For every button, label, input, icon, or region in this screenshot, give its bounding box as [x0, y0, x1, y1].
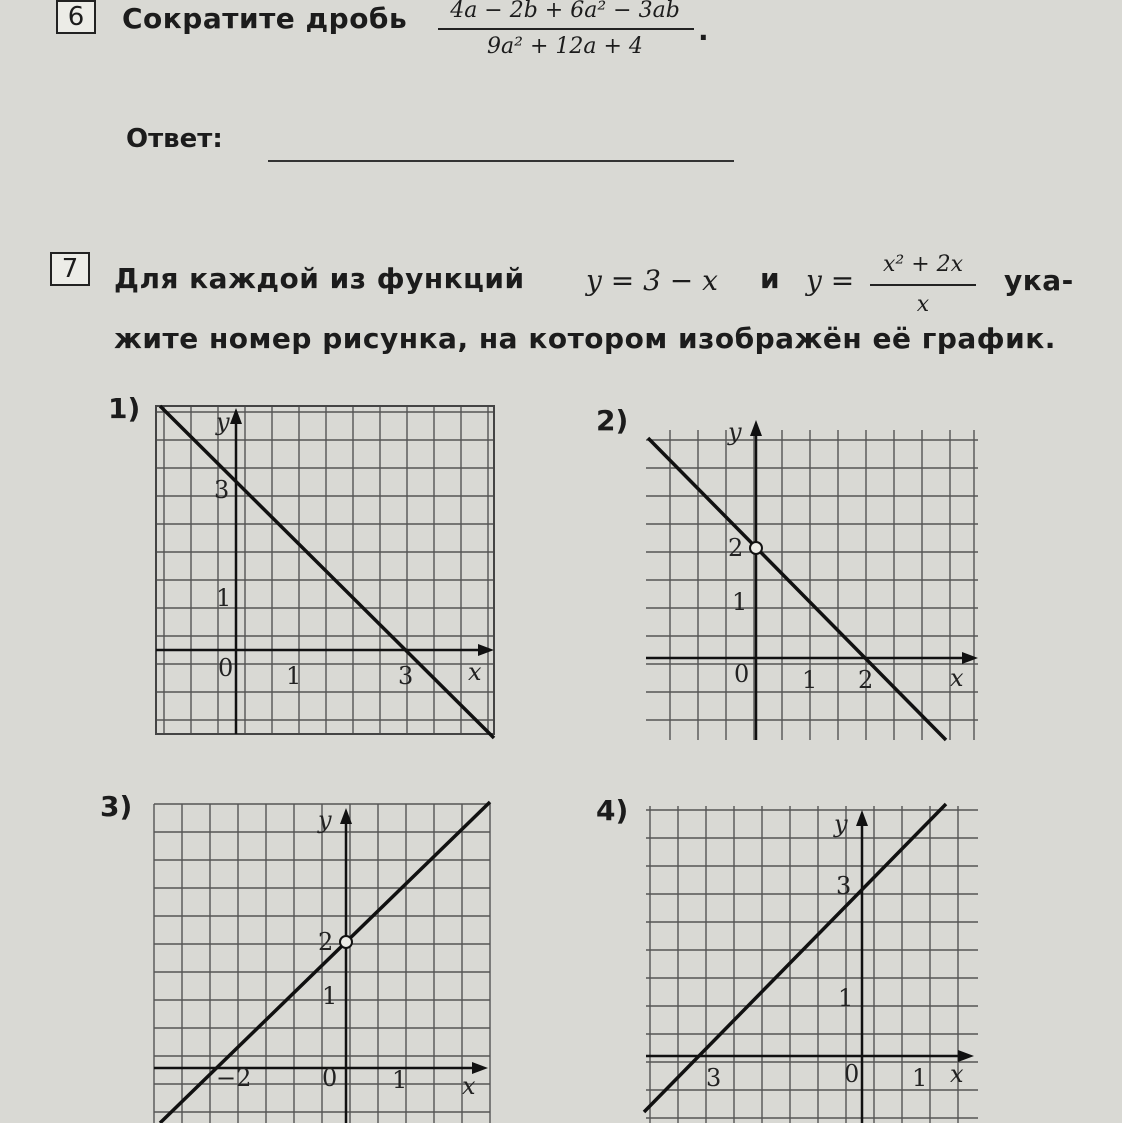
- graph3-tick-x1: 1: [392, 1066, 408, 1094]
- graph1-x-label: x: [468, 658, 482, 686]
- answer-label: Ответ:: [126, 124, 223, 154]
- task7-conj: и: [760, 262, 781, 295]
- graph1-tick-x1: 1: [286, 662, 302, 690]
- task7-func2-bar: [870, 284, 976, 286]
- task7-func2-denominator: x: [916, 292, 930, 317]
- graph2-x-label: x: [950, 664, 964, 692]
- graph4-tick-y3: 3: [836, 872, 852, 900]
- graph2-tick-x1: 1: [802, 666, 818, 694]
- graph3-tick-y2: 2: [318, 928, 334, 956]
- graph2-tick-y1: 1: [732, 588, 748, 616]
- graph2-y-label: y: [728, 418, 742, 446]
- task6-text: Сократите дробь: [122, 2, 408, 35]
- graph1-tick-y1: 1: [216, 584, 232, 612]
- graph3-tick-y1: 1: [322, 982, 338, 1010]
- graph1-y-label: y: [216, 408, 230, 436]
- graph4-y-label: y: [834, 810, 848, 838]
- graph1: [150, 400, 500, 740]
- graph2-label: 2): [596, 404, 629, 437]
- graph1-label: 1): [108, 392, 141, 425]
- graph2-origin: 0: [734, 660, 750, 688]
- graph4-origin: 0: [844, 1060, 860, 1088]
- task6-denominator: 9a² + 12a + 4: [487, 34, 643, 59]
- graph4-x-label: x: [950, 1060, 964, 1088]
- task7-func2-numerator: x² + 2x: [882, 252, 964, 277]
- task6-period: .: [698, 14, 710, 47]
- graph3-y-label: y: [318, 806, 332, 834]
- task7-line2: жите номер рисунка, на котором изображён её график.: [114, 322, 1056, 355]
- graph4-tick-xm3: 3: [706, 1064, 722, 1092]
- graph2-tick-y2: 2: [728, 534, 744, 562]
- graph1-origin: 0: [218, 654, 234, 682]
- graph3: [148, 798, 498, 1123]
- graph3-label: 3): [100, 790, 133, 823]
- task7-func1: y = 3 − x: [586, 264, 718, 297]
- graph2-tick-x2: 2: [858, 666, 874, 694]
- task6-fraction-bar: [438, 28, 694, 30]
- task6-numerator: 4a − 2b + 6a² − 3ab: [450, 0, 680, 23]
- task7-line1-end: ука-: [1004, 264, 1074, 297]
- task7-number-box: 7: [50, 252, 90, 286]
- task7-line1-start: Для каждой из функций: [114, 262, 525, 295]
- task7-func2-lhs: y =: [806, 264, 855, 297]
- task6-number-box: 6: [56, 0, 96, 34]
- graph4: [640, 800, 985, 1123]
- graph1-tick-x3: 3: [398, 662, 414, 690]
- graph3-tick-xm2: −2: [216, 1064, 252, 1092]
- graph4-tick-y1: 1: [838, 984, 854, 1012]
- graph4-label: 4): [596, 794, 629, 827]
- graph3-origin: 0: [322, 1064, 338, 1092]
- graph3-x-label: x: [462, 1072, 476, 1100]
- graph2: [640, 410, 985, 745]
- answer-line[interactable]: [268, 160, 734, 162]
- graph1-tick-y3: 3: [214, 476, 230, 504]
- graph4-tick-x1: 1: [912, 1064, 928, 1092]
